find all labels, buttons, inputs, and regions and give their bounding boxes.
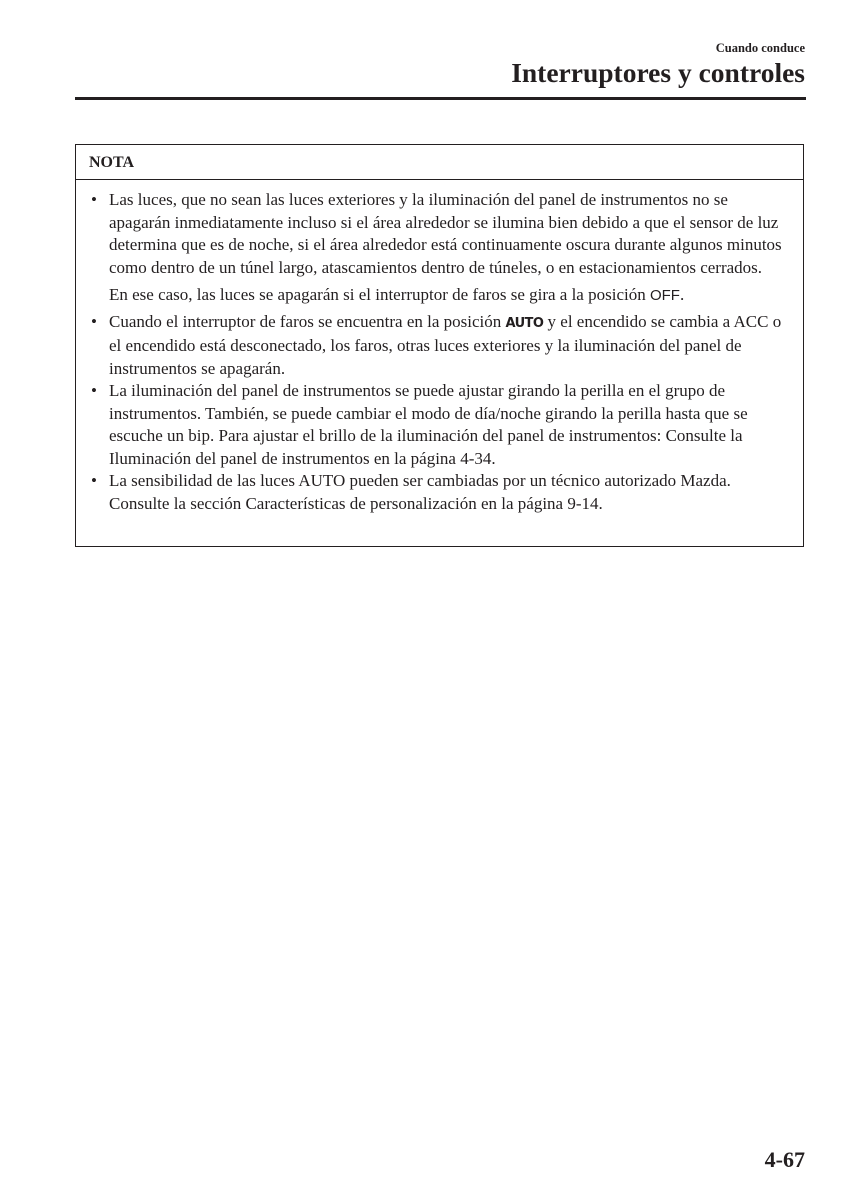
note-body (76, 180, 803, 515)
bullet-icon: • (91, 381, 97, 400)
note-item-2-text-end: y el encendido se cambia a ACC o el encendido está desconectado, los faros, otras luces exteriores y la iluminación del panel de instrumentos se apagarán. (109, 311, 782, 378)
off-symbol: OFF (649, 287, 680, 304)
note-item-4 (88, 470, 791, 515)
followup-end: . (679, 285, 685, 304)
note-item-2-text-start: Cuando el interruptor de faros se encuentra en la posición (109, 311, 506, 331)
auto-symbol: AUTO (505, 315, 544, 331)
followup-text: En ese caso, las luces se apagarán si el interruptor de faros se gira a la posición (109, 285, 650, 304)
note-item-3-text: La iluminación del panel de instrumentos se puede ajustar girando la perilla en el grupo de instrumentos. También, se puede cambiar el modo de día/noche girando la perilla hasta que se escuche un bip. Para ajustar el brillo de la iluminación del panel de instrumentos: Consulte la Iluminación del panel de instrumentos en la página 4-34. (109, 381, 748, 468)
section-label: Cuando conduce (715, 41, 805, 55)
note-item-4-text: La sensibilidad de las luces AUTO pueden ser cambiadas por un técnico autorizado Mazda. Consulte la sección Características de personalización en la página 9-14. (109, 471, 731, 513)
note-item-1-text: Las luces, que no sean las luces exteriores y la iluminación del panel de instrumentos no se apagarán inmediatamente incluso si el área alrededor se ilumina bien debido a que el sensor de luz determina que es de noche, si el área alrededor está continuamente oscura durante algunos minutos como dentro de un túnel largo, atascamientos dentro de túneles, o en estacionamientos cerrados. (109, 190, 782, 277)
page-number: 4-67 (764, 1147, 805, 1172)
note-item-2 (88, 311, 791, 381)
note-box (75, 144, 804, 547)
bullet-icon: • (91, 471, 97, 490)
note-item-1 (88, 189, 791, 279)
title-rule (75, 97, 806, 100)
note-heading: NOTA (76, 145, 803, 180)
bullet-icon: • (91, 190, 97, 209)
note-item-1-followup (88, 284, 791, 308)
note-item-3 (88, 380, 791, 470)
page-title: Interruptores y controles (511, 57, 805, 88)
bullet-icon: • (91, 311, 97, 331)
